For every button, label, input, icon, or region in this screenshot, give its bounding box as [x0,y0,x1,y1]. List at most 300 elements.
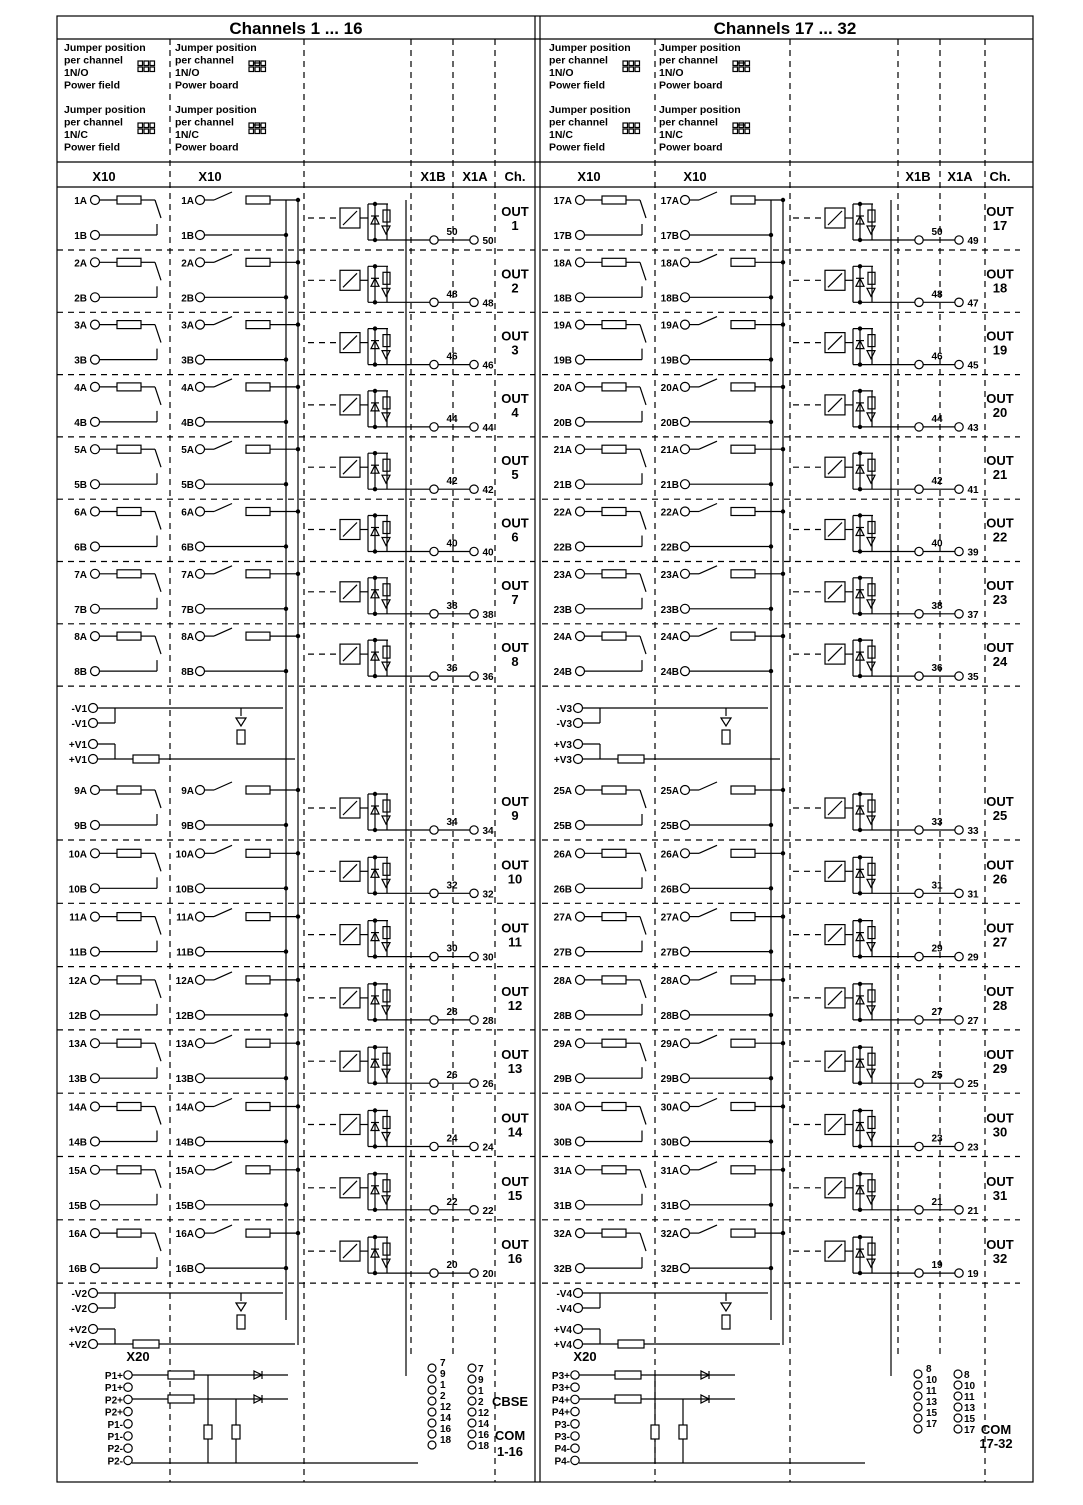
terminal-b-label: 18B [660,293,679,305]
terminal-b-label: 6B [74,542,87,554]
jumper-note-line: per channel [549,54,608,67]
channel-row-17 [542,192,1020,250]
x1b-label: X1B [420,169,446,184]
terminal-b-label: 28B [660,1010,679,1022]
power-terminal-label: -V1 [71,704,87,715]
jumper-note-line: per channel [64,54,123,67]
out-label: OUT [501,640,529,656]
channel-number: 18 [992,280,1008,296]
terminal-b-label: 28B [553,1010,572,1022]
x1a-pin-number: 48 [482,298,494,310]
power-terminal-label: -V4 [556,1289,572,1300]
terminal-a-label: 9A [181,786,194,797]
terminal-b-label: 1B [181,231,194,242]
channel-row-19 [542,317,1020,375]
terminal-a-label: 22A [660,507,679,519]
x20-terminal-label: P3- [554,1419,570,1431]
terminal-b-label: 27B [553,947,572,959]
power-terminal-label: -V3 [556,704,572,715]
x1b-pin-number: 25 [931,1070,943,1082]
inner-pin-number: 15 [926,1408,938,1419]
out-label: OUT [986,1110,1014,1126]
terminal-b-label: 22B [660,542,679,554]
terminal-b-label: 29B [553,1074,572,1086]
terminal-b-label: 5B [181,480,194,492]
jumper-note-line: Power board [659,79,723,92]
channel-row-4 [57,379,535,437]
channel-number: 19 [992,342,1008,358]
jumper-note-line: per channel [175,116,234,129]
terminal-a-label: 14A [175,1102,194,1114]
outer-pin-number: 7 [478,1364,484,1375]
terminal-a-label: 32A [553,1229,572,1241]
x1b-pin-number: 46 [931,351,943,363]
x1b-pin-number: 42 [446,476,458,488]
out-label: OUT [501,1047,529,1063]
x10-label: X10 [683,169,707,184]
jumper-note-line: Power board [175,79,239,92]
out-label: OUT [501,794,529,809]
terminal-a-label: 19A [660,320,679,332]
x20-terminal-label: P3+ [551,1371,570,1382]
x1a-pin-number: 34 [482,826,494,837]
terminal-b-label: 10B [68,884,87,896]
power-block [554,1289,780,1352]
inner-pin-number: 11 [926,1386,937,1397]
terminal-b-label: 17B [553,231,572,242]
terminal-b-label: 17B [660,231,679,242]
terminal-a-label: 28A [553,975,572,987]
ch-label: Ch. [504,169,526,184]
power-terminal-label: +V2 [68,1340,87,1351]
out-label: OUT [986,1047,1014,1063]
x1a-pin-number: 37 [967,609,979,621]
channel-number: 2 [511,280,519,296]
channel-number: 13 [507,1061,523,1077]
inner-pin-number: 8 [926,1364,932,1375]
x20-terminal-label: P4+ [551,1395,570,1407]
com-label: COM [980,1422,1012,1437]
power-terminal-label: +V3 [553,755,572,766]
x20-terminal-label: P3+ [551,1383,570,1395]
terminal-b-label: 14B [175,1137,194,1149]
power-terminal-label: -V2 [71,1289,87,1300]
x1a-pin-number: 40 [482,547,494,559]
out-label: OUT [501,266,529,282]
terminal-b-label: 6B [181,542,194,554]
jumper-note-line: Jumper position [549,104,631,116]
channel-number: 25 [992,808,1008,823]
ch-label: Ch. [989,169,1011,184]
terminal-a-label: 5A [181,445,194,457]
x20-terminal-label: P1- [107,1419,123,1431]
bottom-terminal-block [428,1358,528,1459]
x20-terminal-label: P4- [554,1444,570,1456]
terminal-b-label: 21B [553,480,572,492]
terminal-a-label: 26A [553,849,572,861]
x1a-pin-number: 39 [967,547,979,559]
terminal-b-label: 2B [181,293,194,305]
x1b-label: X1B [905,169,931,184]
x20-terminal-label: P2- [107,1444,123,1456]
terminal-b-label: 10B [175,884,194,896]
x1b-pin-number: 26 [446,1070,458,1082]
power-terminal-label: +V2 [68,1325,87,1336]
outer-pin-number: 10 [964,1381,976,1392]
x20-terminal-label: P1- [107,1432,123,1443]
jumper-note-line: Jumper position [659,42,741,54]
terminal-b-label: 30B [660,1137,679,1149]
outer-pin-number: 15 [964,1414,976,1425]
x10-label: X10 [198,169,222,184]
out-label: OUT [501,577,529,593]
terminal-b-label: 13B [68,1074,87,1086]
jumper-note-line: Power field [549,141,606,154]
channel-row-30 [542,1099,1020,1157]
channel-row-5 [57,441,535,499]
power-terminal-label: +V4 [553,1340,572,1351]
jumper-note-line: Jumper position [64,42,146,54]
terminal-a-label: 4A [74,382,87,394]
out-label: OUT [986,920,1014,936]
terminal-a-label: 21A [660,445,679,457]
outer-pin-number: 17 [964,1425,976,1436]
jumper-note-line: Jumper position [659,104,741,116]
x1b-pin-number: 34 [446,817,458,828]
terminal-b-label: 26B [660,884,679,896]
terminal-a-label: 2A [74,258,87,270]
header-channels-17-32: Channels 17 ... 32 [713,19,857,38]
channel-number: 32 [992,1251,1008,1267]
terminal-a-label: 8A [74,632,87,644]
terminal-b-label: 8B [181,667,194,679]
channel-row-31 [542,1162,1020,1220]
channel-number: 11 [508,934,522,950]
x1b-pin-number: 50 [446,227,458,238]
x1a-pin-number: 36 [482,672,494,684]
terminal-a-label: 31A [660,1165,679,1177]
com-range-label: 17-32 [979,1436,1013,1451]
x20-block [552,1349,865,1467]
x1b-pin-number: 23 [931,1133,943,1145]
x1a-pin-number: 19 [967,1269,979,1281]
out-label: OUT [986,515,1014,531]
terminal-a-label: 22A [553,507,572,519]
inner-pin-number: 14 [440,1413,452,1424]
terminal-a-label: 29A [553,1039,572,1051]
out-label: OUT [986,204,1014,219]
jumper-note [659,42,750,92]
terminal-b-label: 9B [74,821,87,832]
outer-pin-number: 13 [964,1403,976,1414]
channel-number: 30 [992,1124,1008,1140]
terminal-a-label: 16A [68,1229,87,1241]
outer-pin-number: 9 [478,1375,484,1386]
terminal-a-label: 7A [181,569,194,581]
channel-row-10 [57,845,535,903]
out-label: OUT [501,515,529,531]
power-block [69,704,295,767]
x1b-pin-number: 21 [931,1196,943,1208]
inner-pin-number: 17 [926,1419,938,1430]
jumper-note [64,104,155,154]
column-labels [577,169,1010,184]
jumper-note-line: 1N/C [659,129,683,141]
jumper-note-line: Power board [175,141,239,154]
x1b-pin-number: 38 [931,600,943,612]
out-label: OUT [986,983,1014,999]
inner-pin-number: 18 [440,1435,452,1446]
jumper-note-line: per channel [659,116,718,129]
power-terminal-label: +V4 [553,1325,572,1336]
channel-row-29 [542,1035,1020,1093]
channel-number: 27 [992,934,1008,950]
channel-number: 24 [992,654,1008,670]
terminal-a-label: 32A [660,1229,679,1241]
terminal-a-label: 20A [660,382,679,394]
terminal-a-label: 27A [660,912,679,924]
terminal-b-label: 16B [68,1264,87,1276]
out-label: OUT [986,266,1014,282]
channel-row-22 [542,504,1020,562]
x1b-pin-number: 50 [931,227,943,238]
terminal-b-label: 7B [74,604,87,616]
channel-number: 17 [992,218,1008,233]
x10-label: X10 [577,169,601,184]
jumper-note-line: 1N/C [175,129,199,141]
out-label: OUT [501,920,529,936]
jumper-note-line: Power field [64,79,121,92]
terminal-a-label: 25A [553,786,572,797]
x1a-pin-number: 43 [967,422,979,434]
channel-number: 21 [992,467,1008,483]
terminal-b-label: 12B [175,1010,194,1022]
terminal-b-label: 22B [553,542,572,554]
x1a-pin-number: 21 [967,1205,979,1217]
channel-row-16 [57,1225,535,1283]
terminal-a-label: 23A [553,569,572,581]
channel-row-18 [542,254,1020,312]
outer-pin-number: 11 [964,1392,975,1403]
x1a-pin-number: 45 [967,360,979,372]
terminal-b-label: 26B [553,884,572,896]
terminal-a-label: 4A [181,382,194,394]
out-label: OUT [986,328,1014,344]
channel-row-24 [542,628,1020,686]
com-label: COM [494,1428,526,1443]
x1a-pin-number: 20 [482,1269,494,1281]
terminal-a-label: 18A [660,258,679,270]
out-label: OUT [986,390,1014,406]
x1b-pin-number: 20 [446,1260,458,1272]
x1b-pin-number: 32 [446,880,458,892]
terminal-a-label: 1A [74,196,87,207]
power-terminal-label: -V2 [71,1304,87,1315]
jumper-note-line: Power board [659,141,723,154]
channel-row-15 [57,1162,535,1220]
header-channels-1-16: Channels 1 ... 16 [229,19,363,38]
terminal-a-label: 12A [68,975,87,987]
channel-number: 20 [992,404,1008,420]
inner-pin-number: 10 [926,1375,938,1386]
power-block [69,1289,295,1352]
x1b-pin-number: 48 [931,289,943,301]
channel-row-6 [57,504,535,562]
power-block [554,704,780,767]
terminal-a-label: 7A [74,569,87,581]
terminal-b-label: 20B [660,417,679,429]
jumper-note-line: Jumper position [175,104,257,116]
terminal-b-label: 32B [660,1264,679,1276]
x1a-label: X1A [462,169,488,184]
channel-number: 9 [511,808,519,823]
terminal-a-label: 30A [553,1102,572,1114]
terminal-b-label: 20B [553,417,572,429]
channel-number: 3 [511,342,519,358]
terminal-b-label: 31B [660,1200,679,1212]
x20-terminal-label: P1+ [104,1371,123,1382]
outer-pin-number: 8 [964,1370,970,1381]
x1a-pin-number: 33 [967,826,979,837]
out-label: OUT [501,1110,529,1126]
x1a-pin-number: 49 [967,236,979,247]
terminal-a-label: 25A [660,786,679,797]
terminal-a-label: 5A [74,445,87,457]
terminal-a-label: 29A [660,1039,679,1051]
terminal-a-label: 16A [175,1229,194,1241]
out-label: OUT [501,204,529,219]
terminal-b-label: 7B [181,604,194,616]
channel-row-11 [57,909,535,967]
terminal-b-label: 23B [553,604,572,616]
x1a-pin-number: 28 [482,1015,494,1027]
x1b-pin-number: 44 [931,413,943,425]
channel-number: 15 [507,1187,523,1203]
channel-number: 22 [992,529,1008,545]
power-terminal-label: -V4 [556,1304,572,1315]
jumper-note [659,104,750,154]
terminal-a-label: 12A [175,975,194,987]
terminal-a-label: 18A [553,258,572,270]
terminal-b-label: 14B [68,1137,87,1149]
terminal-a-label: 6A [181,507,194,519]
terminal-a-label: 21A [553,445,572,457]
channel-number: 5 [511,467,519,483]
terminal-a-label: 14A [68,1102,87,1114]
jumper-note-line: Power field [64,141,121,154]
power-terminal-label: +V3 [553,740,572,751]
terminal-b-label: 27B [660,947,679,959]
x1a-pin-number: 44 [482,422,494,434]
terminal-a-label: 28A [660,975,679,987]
channel-row-28 [542,972,1020,1030]
x20-terminal-label: P2+ [104,1407,123,1419]
terminal-a-label: 10A [68,849,87,861]
channel-row-32 [542,1225,1020,1283]
out-label: OUT [986,453,1014,469]
terminal-a-label: 11A [176,912,194,924]
x1b-pin-number: 36 [446,663,458,675]
terminal-b-label: 3B [74,355,87,367]
jumper-note [64,42,155,92]
x1a-pin-number: 23 [967,1142,979,1154]
terminal-a-label: 23A [660,569,679,581]
inner-pin-number: 1 [440,1380,446,1391]
terminal-a-label: 17A [660,196,679,207]
jumper-note [175,104,266,154]
terminal-a-label: 27A [553,912,572,924]
terminal-b-label: 11B [176,947,194,959]
terminal-a-label: 15A [175,1165,194,1177]
x1b-pin-number: 24 [446,1133,458,1145]
channel-number: 7 [511,591,519,607]
x20-label: X20 [573,1349,597,1364]
x1a-pin-number: 22 [482,1205,494,1217]
terminal-b-label: 19B [660,355,679,367]
outer-pin-number: 16 [478,1430,490,1441]
channel-row-9 [57,782,535,840]
x1a-pin-number: 26 [482,1079,494,1091]
terminal-b-label: 29B [660,1074,679,1086]
terminal-b-label: 2B [74,293,87,305]
x1a-pin-number: 31 [967,889,979,901]
jumper-note-line: 1N/O [175,67,200,79]
inner-pin-number: 12 [440,1402,452,1413]
terminal-b-label: 4B [74,417,87,429]
terminal-a-label: 1A [181,196,194,207]
x20-terminal-label: P2+ [104,1395,123,1407]
x1a-pin-number: 27 [967,1015,979,1027]
terminal-a-label: 24A [660,632,679,644]
x20-block [105,1349,418,1467]
x1b-pin-number: 42 [931,476,943,488]
channel-row-20 [542,379,1020,437]
out-label: OUT [986,1173,1014,1189]
column-labels [92,169,525,184]
terminal-b-label: 11B [69,947,87,959]
x20-terminal-label: P1+ [104,1383,123,1395]
x1a-pin-number: 38 [482,609,494,621]
x1b-pin-number: 36 [931,663,943,675]
x1a-pin-number: 35 [967,672,979,684]
jumper-note [549,42,640,92]
out-label: OUT [986,794,1014,809]
terminal-b-label: 31B [553,1200,572,1212]
channel-row-3 [57,317,535,375]
channel-number: 10 [507,871,523,887]
power-terminal-label: +V1 [68,755,87,766]
cbse-label: CBSE [491,1394,529,1409]
x1b-pin-number: 28 [446,1006,458,1018]
terminal-b-label: 32B [553,1264,572,1276]
x20-terminal-label: P3- [554,1432,570,1443]
terminal-b-label: 15B [175,1200,194,1212]
terminal-b-label: 3B [181,355,194,367]
terminal-b-label: 24B [660,667,679,679]
channel-row-2 [57,254,535,312]
outer-pin-number: 14 [478,1419,490,1430]
outer-pin-number: 2 [478,1397,484,1408]
terminal-a-label: 13A [68,1039,87,1051]
jumper-note-line: per channel [175,54,234,67]
x1a-pin-number: 42 [482,485,494,497]
out-label: OUT [501,328,529,344]
jumper-note-line: 1N/O [659,67,684,79]
power-terminal-label: -V3 [556,719,572,730]
channel-row-25 [542,782,1020,840]
channel-number: 16 [507,1251,523,1267]
terminal-b-label: 15B [68,1200,87,1212]
